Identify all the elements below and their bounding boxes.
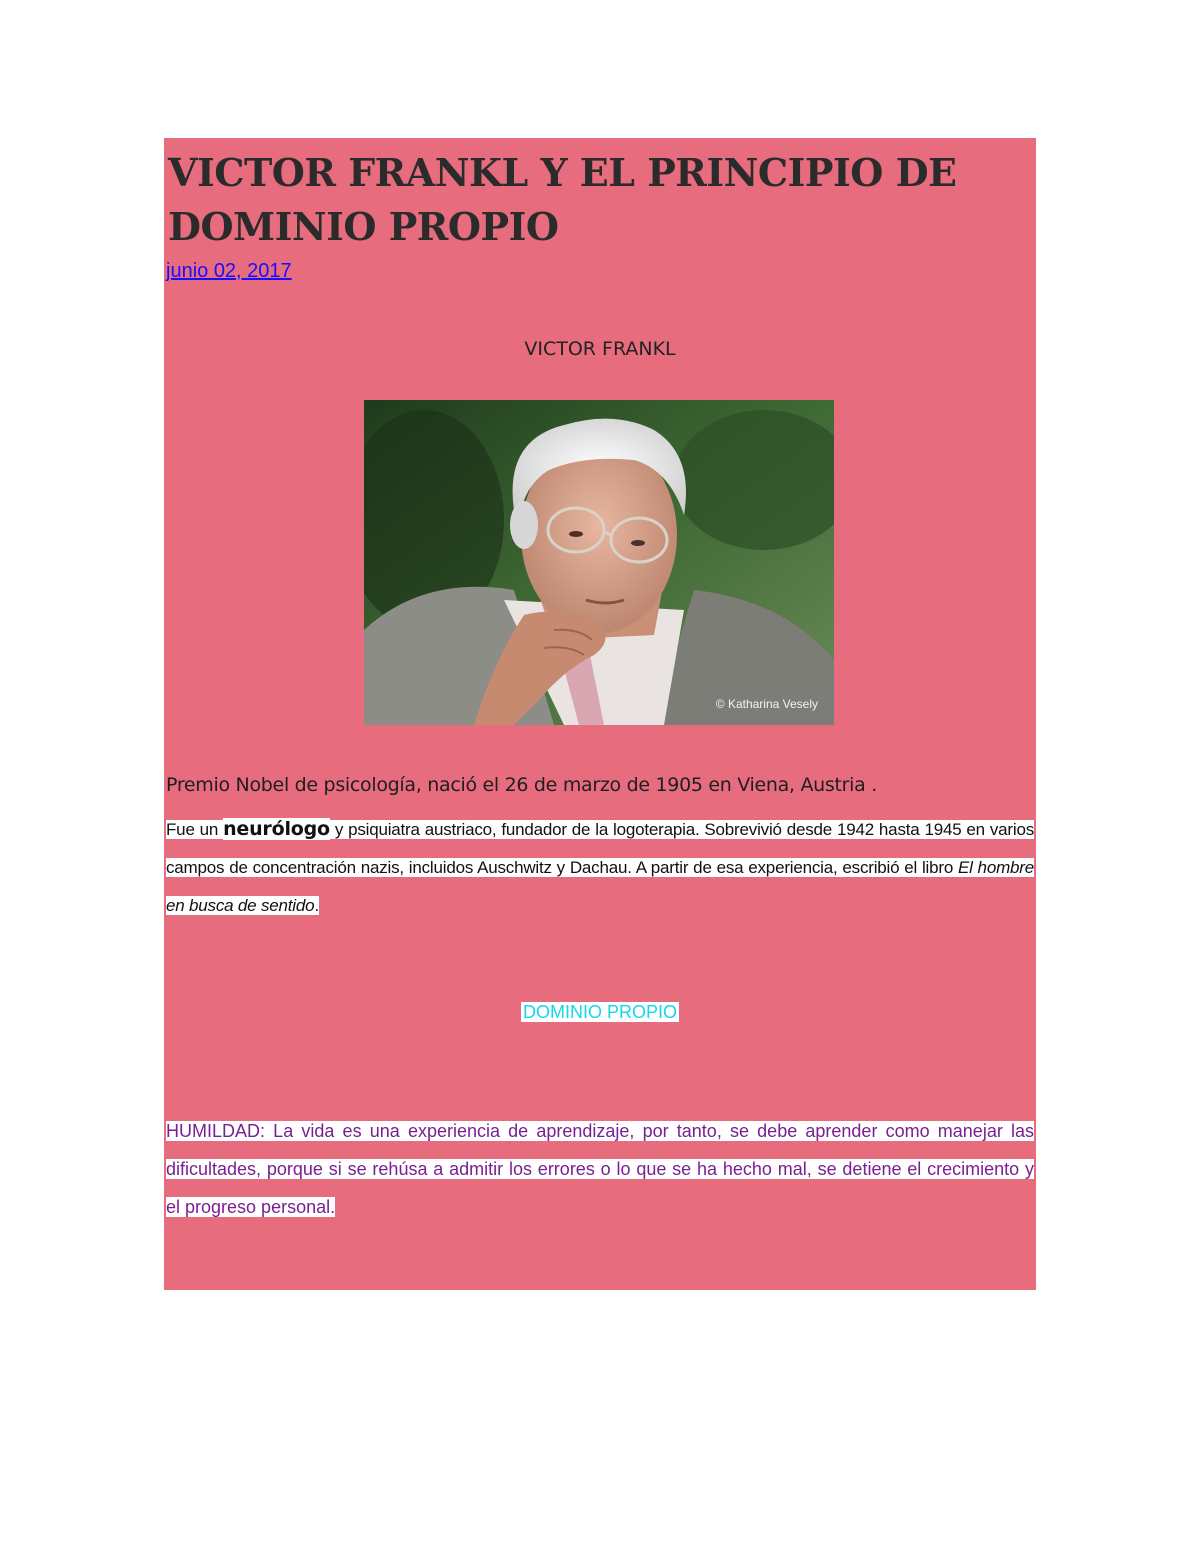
bio-text-end: . xyxy=(314,896,319,915)
section-heading-text: DOMINIO PROPIO xyxy=(522,1002,677,1022)
bio-paragraph xyxy=(166,810,1034,925)
post-title: VICTOR FRANKL Y EL PRINCIPIO DE DOMINIO PROPIO xyxy=(168,150,957,249)
book-title: El hombre en busca de sentido xyxy=(166,858,1035,915)
bio-text-middle: y psiquiatra austriaco, fundador de la logoterapia. Sobrevivió desde 1942 hasta 1945 en varios campos de concentración nazis, incluidos Auschwitz y Dachau. A partir de esa experiencia, escribió el libro xyxy=(166,820,1035,877)
portrait-photo xyxy=(364,400,834,725)
section-heading xyxy=(164,1002,1036,1023)
bio-text-start: Fue un xyxy=(166,820,224,839)
image-caption: VICTOR FRANKL xyxy=(524,338,676,360)
bio-bold-word: neurólogo xyxy=(223,818,330,840)
humility-text: HUMILDAD: La vida es una experiencia de aprendizaje, por tanto, se debe aprender como manejar las dificultades, porque si se rehúsa a admitir los errores o lo que se ha hecho mal, se detiene el crecimiento y el progreso personal. xyxy=(166,1121,1034,1217)
humility-paragraph xyxy=(166,1112,1034,1226)
photo-watermark: © Katharina Vesely xyxy=(715,697,818,711)
portrait-illustration xyxy=(364,400,834,725)
post-date-link[interactable]: junio 02, 2017 xyxy=(166,260,292,282)
intro-paragraph: Premio Nobel de psicología, nació el 26 de marzo de 1905 en Viena, Austria . xyxy=(166,774,877,796)
